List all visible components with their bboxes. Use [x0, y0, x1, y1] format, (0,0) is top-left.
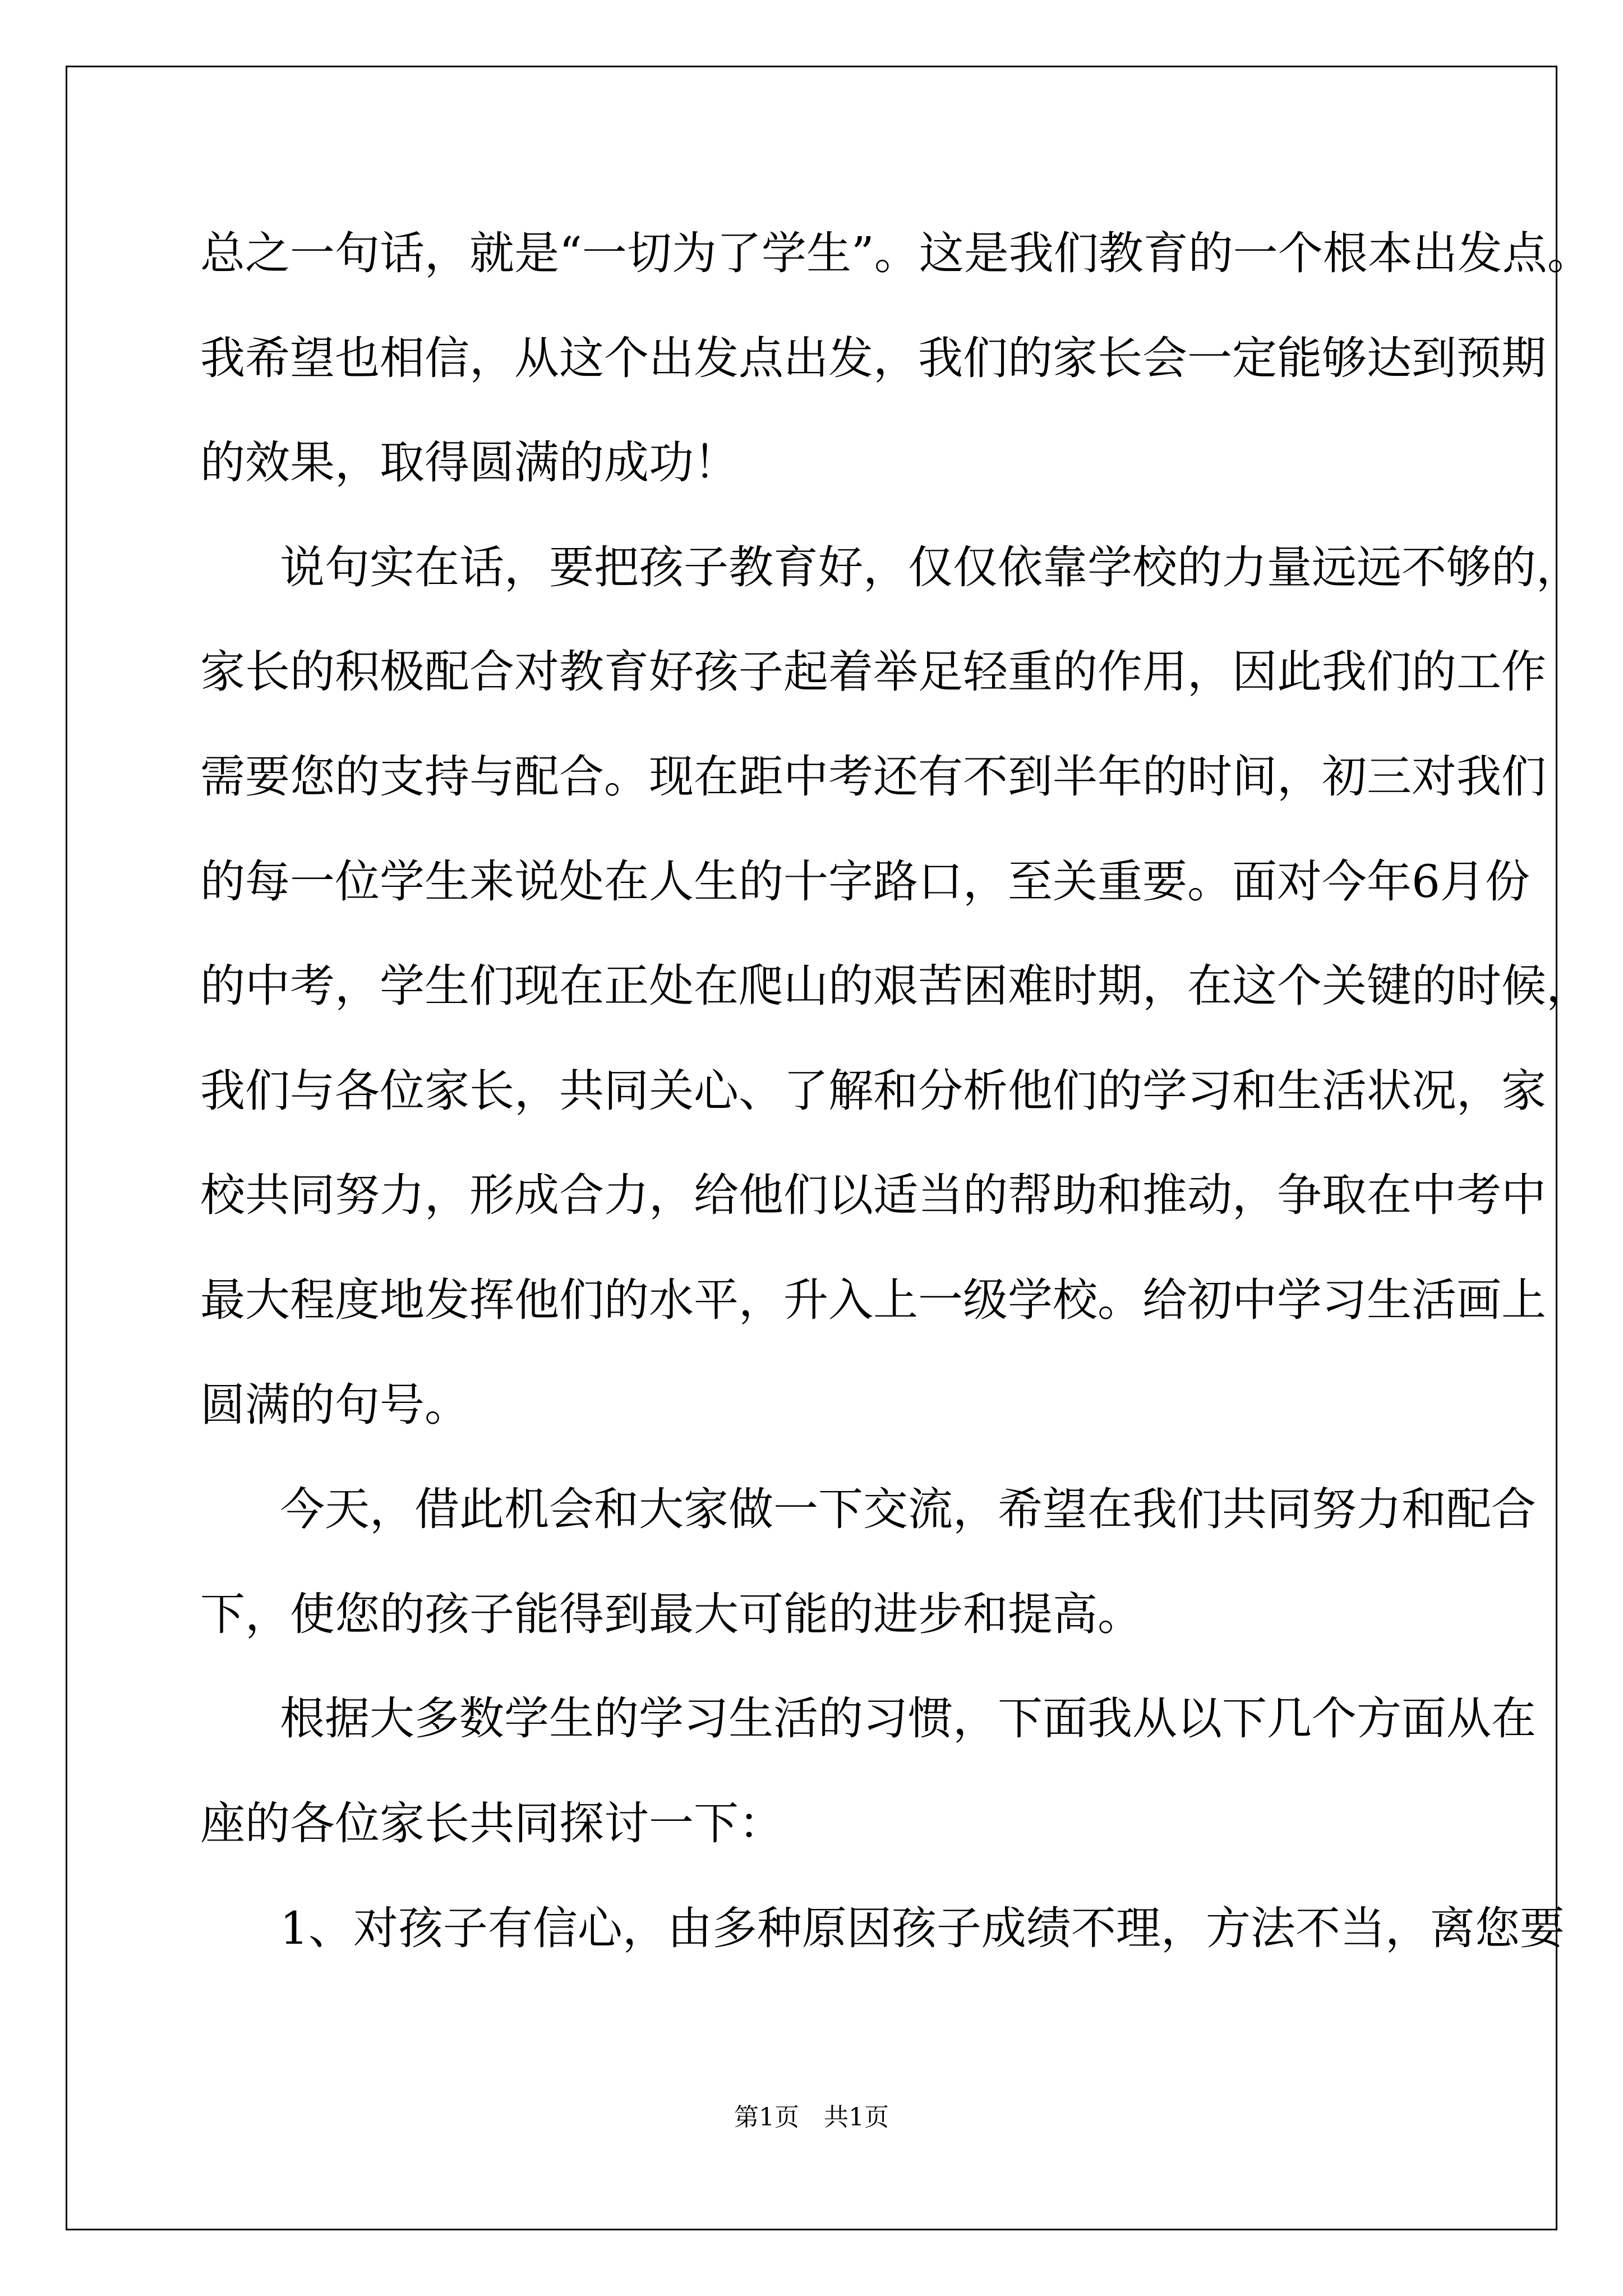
text-line: 座的各位家长共同探讨一下：	[200, 1797, 783, 1849]
page-footer: 第1页 共1页	[734, 2103, 889, 2132]
text-line: 校共同努力，形成合力，给他们以适当的帮助和推动，争取在中考中	[200, 1169, 1546, 1222]
text-line: 下，使您的孩子能得到最大可能的进步和提高。	[200, 1588, 1142, 1640]
document-body	[200, 220, 1592, 1999]
text-line: 的中考，学生们现在正处在爬山的艰苦困难时期，在这个关键的时候，	[200, 960, 1591, 1013]
text-line: 最大程度地发挥他们的水平，升入上一级学校。给初中学习生活画上	[200, 1273, 1546, 1326]
text-line: 家长的积极配合对教育好孩子起着举足轻重的作用，因此我们的工作	[200, 646, 1546, 698]
text-line: 的效果，取得圆满的成功！	[200, 436, 739, 489]
text-line: 的每一位学生来说处在人生的十字路口，至关重要。面对今年6月份	[200, 855, 1530, 908]
text-line: 今天，借此机会和大家做一下交流，希望在我们共同努力和配合	[280, 1483, 1536, 1536]
text-line: 我希望也相信，从这个出发点出发，我们的家长会一定能够达到预期	[200, 332, 1546, 384]
text-line: 我们与各位家长，共同关心、了解和分析他们的学习和生活状况，家	[200, 1064, 1546, 1117]
text-line: 说句实在话，要把孩子教育好，仅仅依靠学校的力量远远不够的，	[280, 541, 1581, 593]
text-line: 需要您的支持与配合。现在距中考还有不到半年的时间，初三对我们	[200, 750, 1546, 803]
text-line: 总之一句话，就是“一切为了学生”。这是我们教育的一个根本出发点。	[200, 227, 1592, 279]
text-line: 1、对孩子有信心，由多种原因孩子成绩不理，方法不当，离您要	[280, 1902, 1565, 1954]
text-line: 根据大多数学生的学习生活的习惯，下面我从以下几个方面从在	[280, 1692, 1536, 1745]
text-line: 圆满的句号。	[200, 1378, 469, 1431]
